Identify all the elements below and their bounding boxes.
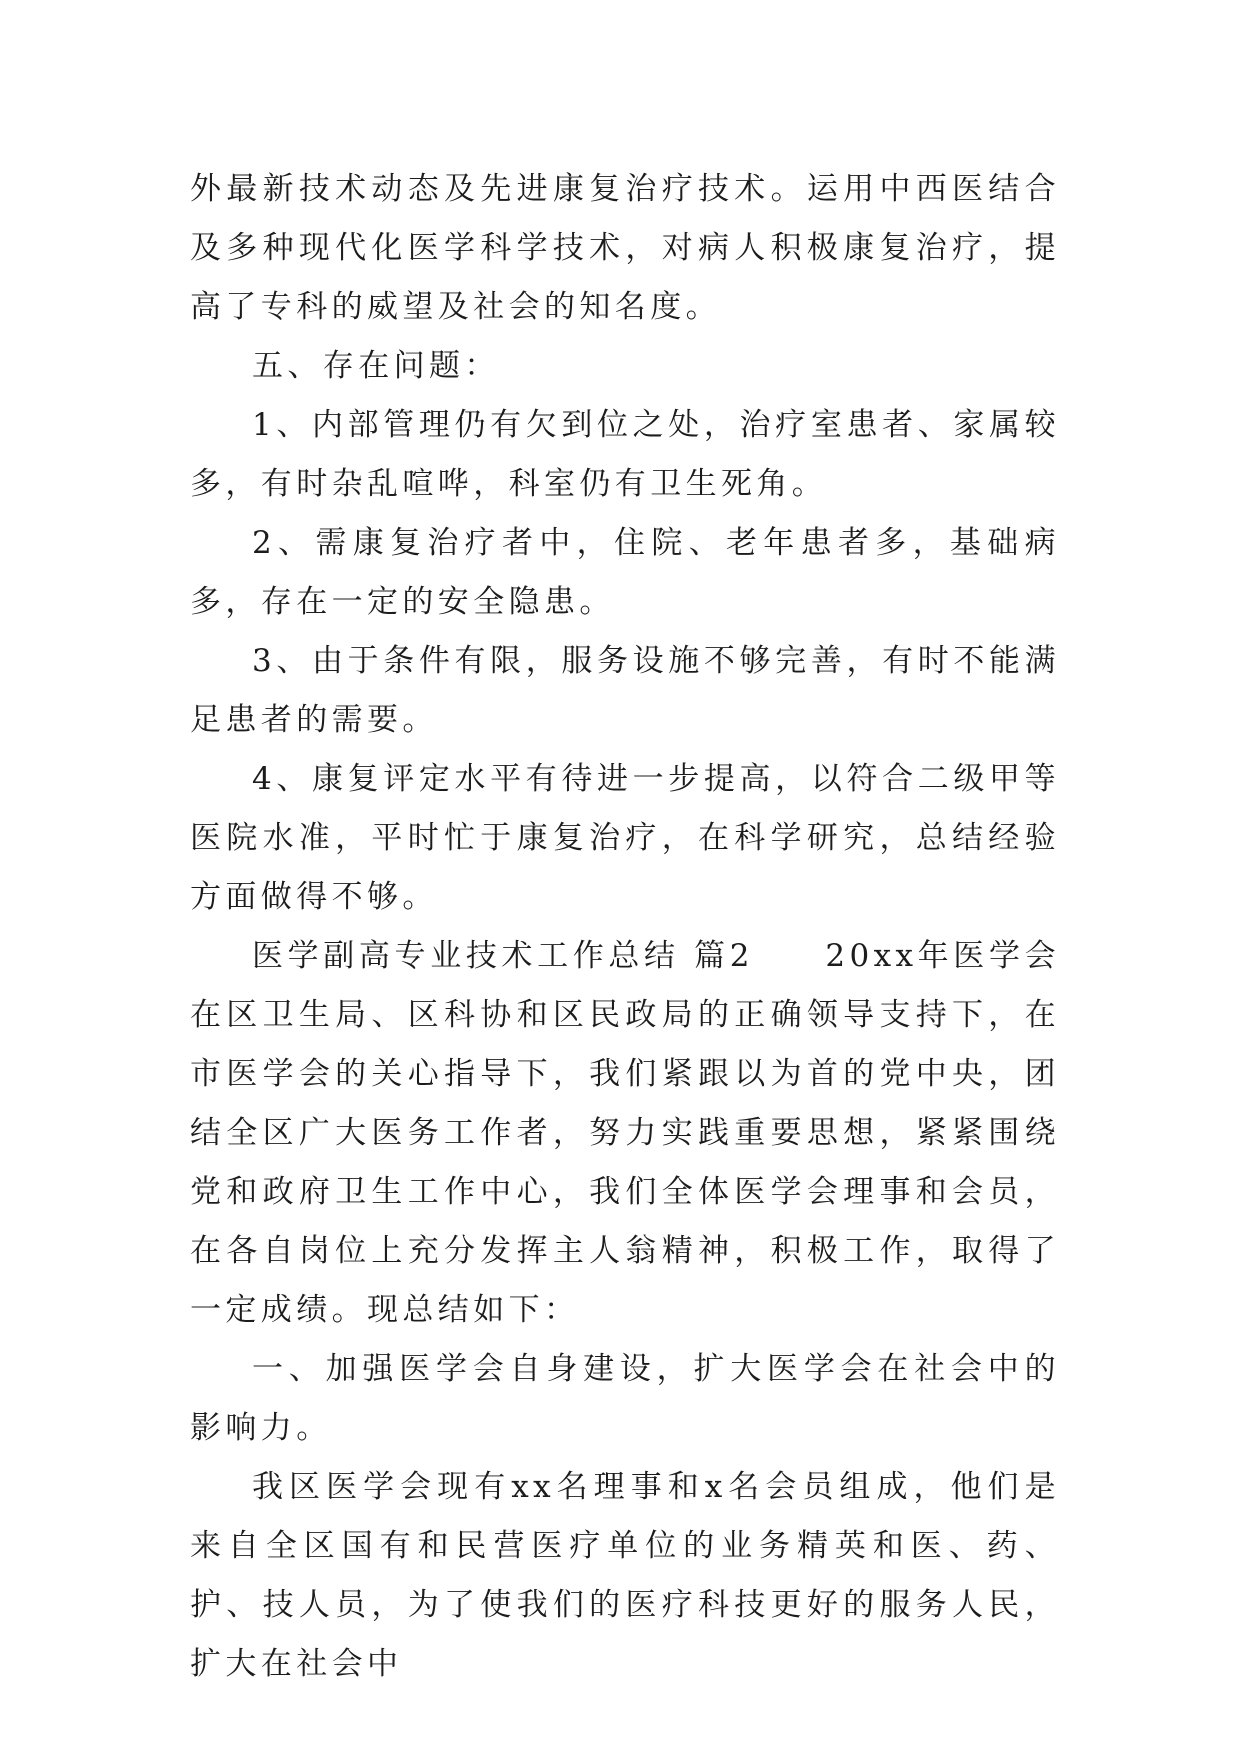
list-item: 3、由于条件有限，服务设施不够完善，有时不能满足患者的需要。 — [190, 643, 1060, 738]
list-item: 1、内部管理仍有欠到位之处，治疗室患者、家属较多，有时杂乱喧哗，科室仍有卫生死角。 — [190, 407, 1060, 502]
section-heading: 一、加强医学会自身建设，扩大医学会在社会中的影响力。 — [190, 1351, 1060, 1446]
paragraph: 外最新技术动态及先进康复治疗技术。运用中西医结合及多种现代化医学科学技术，对病人积极康复治疗，提高了专科的威望及社会的知名度。 — [190, 171, 1060, 325]
section-heading-existing-problems: 五、存在问题： — [252, 348, 500, 384]
paragraph: 我区医学会现有xx名理事和x名会员组成，他们是来自全区国有和民营医疗单位的业务精英和医、药、护、技人员，为了使我们的医疗科技更好的服务人民，扩大在社会中 — [190, 1469, 1060, 1682]
list-item: 2、需康复治疗者中，住院、老年患者多，基础病多，存在一定的安全隐患。 — [190, 525, 1060, 620]
paragraph: 医学副高专业技术工作总结 篇2 20xx年医学会在区卫生局、区科协和区民政局的正确领导支持下，在市医学会的关心指导下，我们紧跟以为首的党中央，团结全区广大医务工作者，努力实践重要思想，紧紧围绕党和政府卫生工作中心，我们全体医学会理事和会员，在各自岗位上充分发挥主人翁精神，积极工作，取得了一定成绩。现总结如下： — [190, 938, 1060, 1328]
document-body — [190, 160, 1060, 1694]
list-item: 4、康复评定水平有待进一步提高，以符合二级甲等医院水准，平时忙于康复治疗，在科学研究，总结经验方面做得不够。 — [190, 761, 1060, 915]
